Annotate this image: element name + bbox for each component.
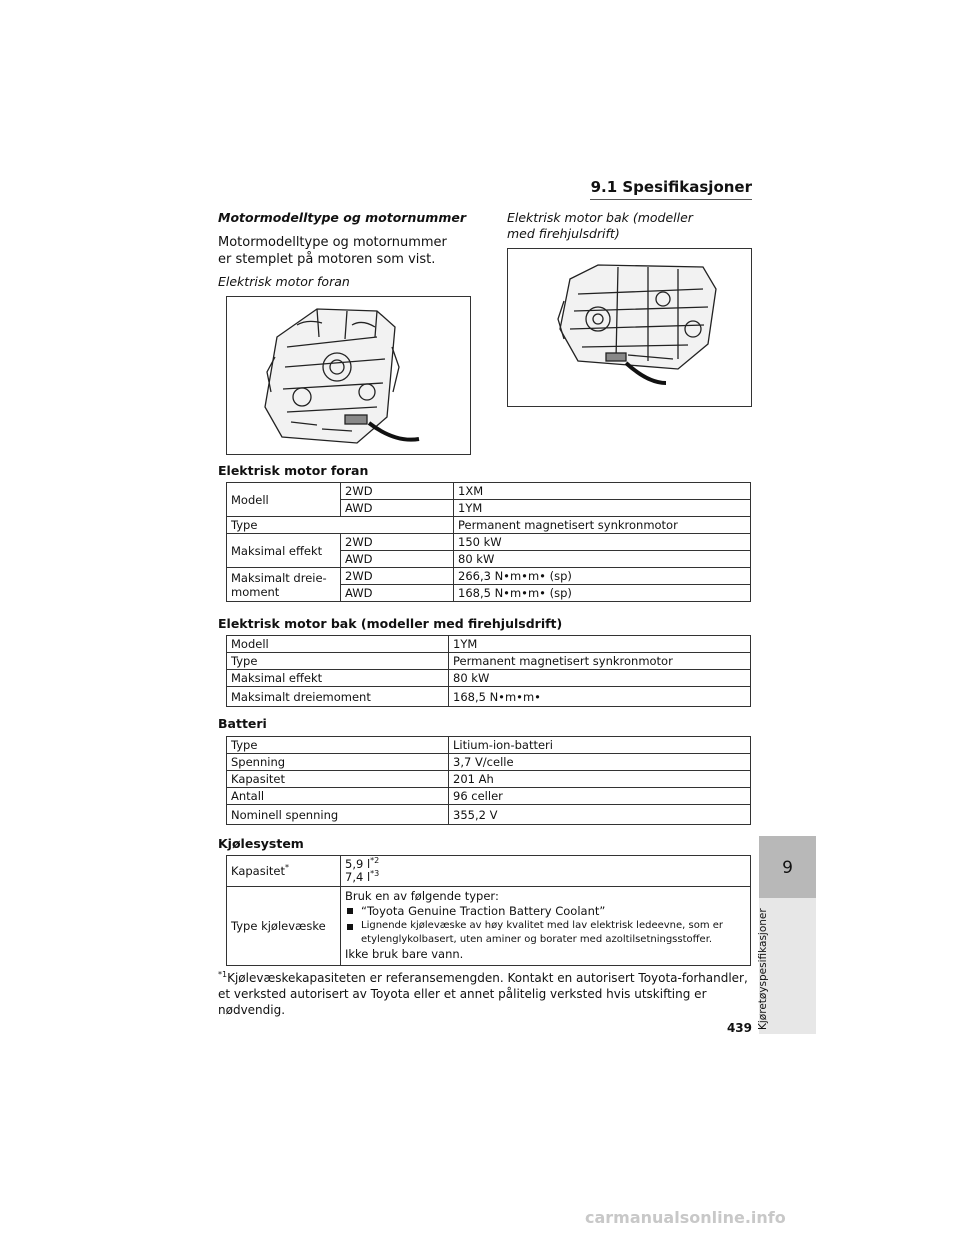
- front-motor-figure: [226, 296, 471, 455]
- coolant-note: Ikke bruk bare vann.: [345, 947, 464, 961]
- table-cell: [341, 887, 751, 966]
- table-cell: AWD: [341, 551, 454, 568]
- table-cell: Spenning: [227, 754, 449, 771]
- coolant-bullet-2: [345, 919, 746, 947]
- table-cell: Modell: [227, 483, 341, 517]
- table-row: [227, 887, 751, 966]
- table-cell: Maksimalt dreie- moment: [227, 568, 341, 602]
- rear-motor-table: [226, 635, 751, 707]
- table-cell: [341, 856, 751, 887]
- table-cell: Modell: [227, 636, 449, 653]
- table-cell: Maksimal effekt: [227, 670, 449, 687]
- battery-table: [226, 736, 751, 825]
- table-cell: 80 kW: [454, 551, 751, 568]
- chapter-title: Kjøretøyspesifikasjoner: [757, 908, 769, 1030]
- table-cell: 266,3 N•m•m• (sp): [454, 568, 751, 585]
- coolant-bullet-2-text: Lignende kjølevæske av høy kvalitet med lav elektrisk ledeevne, som er etylenglykolbasert, uten aminer og borater med azoltilsetningsstoffer.: [361, 920, 724, 945]
- table-row: [227, 788, 751, 805]
- table-cell: 150 kW: [454, 534, 751, 551]
- square-bullet-icon: [347, 908, 353, 914]
- header-rule: [590, 199, 752, 200]
- cooling-table: [226, 855, 751, 966]
- table-row: [227, 754, 751, 771]
- table-row: [227, 856, 751, 887]
- table-cell: AWD: [341, 500, 454, 517]
- capacity-1-sup: *2: [370, 856, 380, 866]
- table-cell: 168,5 N•m•m• (sp): [454, 585, 751, 602]
- table-cell: Antall: [227, 788, 449, 805]
- footnote: [218, 970, 753, 1018]
- table-row: [227, 517, 751, 534]
- battery-table-title: Batteri: [218, 716, 267, 731]
- capacity-label: Kapasitet: [231, 864, 286, 878]
- table-cell: [227, 856, 341, 887]
- table-cell: Permanent magnetisert synkronmotor: [449, 653, 751, 670]
- table-row: [227, 737, 751, 754]
- table-row: [227, 687, 751, 707]
- cooling-table-title: Kjølesystem: [218, 836, 304, 851]
- table-cell: 2WD: [341, 568, 454, 585]
- square-bullet-icon: [347, 924, 353, 930]
- table-cell: Litium-ion-batteri: [449, 737, 751, 754]
- capacity-1: 5,9 l: [345, 857, 371, 871]
- intro-heading: Motormodelltype og motornummer: [218, 210, 466, 225]
- table-cell: 355,2 V: [449, 805, 751, 825]
- capacity-value-2: [345, 871, 746, 884]
- footnote-marker: *1: [218, 970, 228, 979]
- table-row: [227, 653, 751, 670]
- capacity-2-sup: *3: [370, 869, 380, 879]
- table-cell: Nominell spenning: [227, 805, 449, 825]
- chapter-number: 9: [782, 858, 793, 878]
- table-cell: 3,7 V/celle: [449, 754, 751, 771]
- table-cell: 96 celler: [449, 788, 751, 805]
- front-motor-table: [226, 482, 751, 602]
- table-cell: Permanent magnetisert synkronmotor: [454, 517, 751, 534]
- front-motor-table-title: Elektrisk motor foran: [218, 463, 369, 478]
- coolant-bullet-1: [345, 904, 746, 919]
- table-row: [227, 534, 751, 551]
- capacity-label-sup: *: [285, 863, 290, 873]
- front-motor-illustration: [227, 297, 470, 454]
- caption-rear: Elektrisk motor bak (modeller med firehjulsdrift): [507, 210, 693, 241]
- table-cell: 1XM: [454, 483, 751, 500]
- table-row: [227, 483, 751, 500]
- table-cell: Type: [227, 737, 449, 754]
- table-cell: 1YM: [454, 500, 751, 517]
- watermark: carmanualsonline.info: [585, 1208, 786, 1227]
- table-row: [227, 771, 751, 788]
- rear-motor-figure: [507, 248, 752, 407]
- table-cell: 168,5 N•m•m•: [449, 687, 751, 707]
- rear-motor-table-title: Elektrisk motor bak (modeller med firehjulsdrift): [218, 616, 563, 631]
- table-row: [227, 670, 751, 687]
- table-cell: Type kjølevæske: [227, 887, 341, 966]
- table-cell: Kapasitet: [227, 771, 449, 788]
- capacity-value-1: [345, 858, 746, 871]
- rear-motor-illustration: [508, 249, 751, 406]
- table-cell: 80 kW: [449, 670, 751, 687]
- table-cell: 2WD: [341, 534, 454, 551]
- section-title: 9.1 Spesifikasjoner: [590, 178, 752, 196]
- page-number: 439: [726, 1021, 752, 1035]
- table-cell: Type: [227, 653, 449, 670]
- table-cell: Type: [227, 517, 454, 534]
- table-cell: 201 Ah: [449, 771, 751, 788]
- caption-front: Elektrisk motor foran: [218, 274, 350, 289]
- table-cell: AWD: [341, 585, 454, 602]
- coolant-intro: Bruk en av følgende typer:: [345, 889, 499, 903]
- capacity-2: 7,4 l: [345, 870, 371, 884]
- table-row: [227, 568, 751, 585]
- intro-text: Motormodelltype og motornummer er stemplet på motoren som vist.: [218, 235, 447, 267]
- table-cell: Maksimal effekt: [227, 534, 341, 568]
- coolant-bullet-1-text: “Toyota Genuine Traction Battery Coolant”: [361, 904, 606, 918]
- table-cell: 2WD: [341, 483, 454, 500]
- table-cell: 1YM: [449, 636, 751, 653]
- footnote-text: Kjølevæskekapasiteten er referansemengden. Kontakt en autorisert Toyota-forhandler, et verksted autorisert av Toyota eller et annet pålitelig verksted hvis utskifting er nødvendig.: [218, 971, 748, 1017]
- table-row: [227, 805, 751, 825]
- table-row: [227, 636, 751, 653]
- table-cell: Maksimalt dreiemoment: [227, 687, 449, 707]
